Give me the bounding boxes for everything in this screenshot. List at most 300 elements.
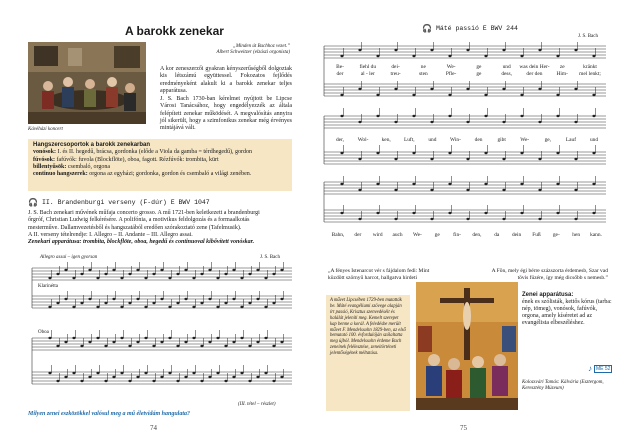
note-head — [520, 212, 523, 214]
note-head — [502, 88, 505, 90]
note-head — [144, 372, 147, 374]
note-head — [264, 337, 267, 339]
note-head — [120, 306, 123, 308]
note-head — [484, 183, 487, 185]
note-head — [484, 115, 487, 117]
note-head — [176, 302, 179, 304]
note-head — [412, 212, 415, 214]
box-line: continuo hangszerek: orgona az egyházi; gordonka, gordon és csembaló a világi zenében. — [33, 171, 252, 178]
note-head — [520, 94, 523, 96]
note-head — [574, 158, 577, 160]
note-head — [520, 183, 523, 185]
lyric-syllable: auch — [392, 232, 403, 238]
brandenburg-score — [28, 262, 296, 412]
note-head — [216, 372, 219, 374]
note-head — [574, 88, 577, 90]
note-head — [358, 218, 361, 220]
note-head — [538, 158, 541, 160]
note-head — [466, 218, 469, 220]
note-head — [48, 306, 51, 308]
note-head — [430, 121, 433, 123]
note-head — [272, 380, 275, 382]
note-head — [240, 306, 243, 308]
concerto-description — [28, 210, 298, 246]
note-head — [520, 55, 523, 57]
body-line: A II. verseny tételrendje: I. Allegro – II. Andante – III. Allegro assai. — [28, 231, 193, 238]
note-head — [104, 302, 107, 304]
lyric-syllable: fin- — [453, 232, 461, 238]
note-head — [224, 380, 227, 382]
lyric-syllable: was dein Her- — [519, 64, 550, 70]
lyric-syllable: kann. — [590, 232, 602, 238]
note-head — [484, 152, 487, 154]
note-head — [256, 298, 259, 300]
lyric-syllable: dess, — [501, 71, 512, 77]
note-head — [556, 94, 559, 96]
note-head — [574, 218, 577, 220]
headphones-icon: 🎧 — [422, 24, 432, 33]
note-head — [48, 277, 51, 279]
note-head — [208, 376, 211, 378]
note-head — [216, 337, 219, 339]
note-head — [394, 88, 397, 90]
note-head — [538, 121, 541, 123]
note-head — [232, 269, 235, 271]
note-head — [520, 115, 523, 117]
body-line: J. S. Bach zenekari művének műfaja concerto grosso. A mű 1721-ben keletkezett a brandenburgi — [28, 210, 260, 216]
intro-paragraph: A kor zeneszerzői gyakran kényszerűségből dolgoztak kis létszámú együttessel. Fokozatos fejlődés eredményeként alakult ki a barokk zenekar teljes apparátusa. — [160, 66, 292, 94]
note-head — [224, 273, 227, 275]
staff-2 — [32, 296, 292, 308]
note-head — [200, 345, 203, 347]
lyric-syllable: ge- — [552, 232, 560, 238]
note-head — [556, 212, 559, 214]
note-head — [144, 337, 147, 339]
note-head — [48, 337, 51, 339]
lyric-syllable: dein — [511, 232, 522, 238]
lyric-syllable: Wol- — [357, 137, 369, 143]
note-head — [88, 269, 91, 271]
note-head — [448, 115, 451, 117]
note-head — [340, 115, 343, 117]
note-head — [240, 372, 243, 374]
note-head — [168, 277, 171, 279]
note-head — [556, 183, 559, 185]
section-title: II. Brandenburgi verseny (F-dúr) E BWV 1047 — [41, 199, 210, 206]
note-head — [376, 212, 379, 214]
note-head — [232, 341, 235, 343]
note-head — [112, 341, 115, 343]
staff-label-oboe: Oboa — [38, 330, 49, 335]
note-head — [168, 306, 171, 308]
note-head — [484, 212, 487, 214]
body-line: Zenekari apparátusa: trombita, blockflöte, oboa, hegedű és continuoval kibővített vonóskar. — [28, 239, 255, 246]
lyric-syllable: der — [354, 232, 362, 238]
note-head — [538, 189, 541, 191]
note-head — [340, 94, 343, 96]
section-heading — [28, 198, 210, 207]
note-head — [136, 298, 139, 300]
note-head — [64, 341, 67, 343]
lyric-syllable: der — [336, 71, 344, 77]
note-head — [216, 277, 219, 279]
note-head — [64, 269, 67, 271]
note-head — [248, 273, 251, 275]
note-head — [358, 49, 361, 51]
note-head — [592, 55, 595, 57]
note-head — [376, 152, 379, 154]
note-head — [208, 269, 211, 271]
lyric-syllable: ge — [476, 71, 482, 77]
note-head — [430, 158, 433, 160]
lyrics-row — [336, 136, 598, 143]
note-head — [72, 277, 75, 279]
note-head — [144, 306, 147, 308]
lyric-syllable: ge, — [544, 137, 552, 143]
note-head — [136, 341, 139, 343]
note-head — [280, 269, 283, 271]
note-head — [592, 152, 595, 154]
note-head — [376, 183, 379, 185]
note-head — [556, 115, 559, 117]
note-head — [176, 345, 179, 347]
note-head — [224, 345, 227, 347]
note-head — [280, 341, 283, 343]
note-head — [96, 306, 99, 308]
note-head — [176, 380, 179, 382]
lyric-syllable: kränkt — [583, 64, 597, 70]
note-head — [430, 88, 433, 90]
page-title: A barokk zenekar — [125, 24, 224, 38]
page-number: 75 — [460, 424, 467, 432]
note-head — [184, 269, 187, 271]
note-head — [264, 277, 267, 279]
note-head — [112, 376, 115, 378]
badge-label: ME 52 — [596, 365, 611, 372]
note-head — [80, 345, 83, 347]
note-head — [394, 49, 397, 51]
note-head — [574, 49, 577, 51]
lyric-syllable: und — [428, 137, 437, 143]
note-head — [466, 158, 469, 160]
note-head — [144, 277, 147, 279]
note-head — [112, 269, 115, 271]
note-head — [168, 372, 171, 374]
lyric-syllable: We- — [412, 232, 422, 238]
note-head — [160, 341, 163, 343]
note-head — [200, 380, 203, 382]
score-composer: J. S. Bach — [578, 34, 598, 39]
lyric-syllable: Fuß — [532, 232, 541, 238]
lyrics-row — [332, 231, 602, 238]
lyric-syllable: Pfle- — [445, 71, 457, 77]
note-head — [56, 345, 59, 347]
media-badge — [588, 364, 612, 373]
note-head — [448, 94, 451, 96]
apparatus-title: Zenei apparátusa: — [522, 292, 574, 298]
note-head — [538, 49, 541, 51]
note-head — [192, 372, 195, 374]
poem-quote-right: A Fõn, mely égi bérre százszorta érdemesb, Szar vad tövis füzére, így még dicsőbb s nemesb.” — [491, 268, 608, 281]
section-title: Máté passió E BWV 244 — [435, 25, 518, 32]
note-head — [128, 380, 131, 382]
lyric-syllable: fiehl du — [359, 64, 377, 70]
note-head — [64, 376, 67, 378]
note-head — [80, 380, 83, 382]
lyric-syllable: Luft, — [403, 137, 415, 143]
note-head — [56, 273, 59, 275]
lyric-syllable: dei- — [391, 64, 400, 70]
note-head — [216, 306, 219, 308]
note-head — [502, 189, 505, 191]
note-head — [192, 337, 195, 339]
note-head — [358, 121, 361, 123]
note-head — [574, 189, 577, 191]
note-head — [592, 115, 595, 117]
note-head — [256, 269, 259, 271]
quote-author: Albert Schweitzer (elzászi orgonista) — [216, 50, 290, 55]
poem-quote-left: „A fényes Istenarcot vér s fájdalom fedi: Mint küzdött szörnyű harcot, hallgatva hirdeti — [328, 268, 430, 281]
note-head — [152, 345, 155, 347]
note-head — [104, 345, 107, 347]
note-head — [120, 372, 123, 374]
note-head — [264, 306, 267, 308]
note-head — [128, 302, 131, 304]
note-head — [128, 273, 131, 275]
note-head — [466, 49, 469, 51]
note-head — [358, 88, 361, 90]
lyric-syllable: treu- — [390, 71, 401, 77]
right-page — [310, 0, 620, 435]
note-head — [412, 183, 415, 185]
note-head — [412, 152, 415, 154]
note-head — [466, 88, 469, 90]
note-head — [136, 376, 139, 378]
lyric-syllable: Bahn, — [331, 232, 345, 238]
note-head — [184, 298, 187, 300]
note-head — [484, 94, 487, 96]
note-head — [152, 302, 155, 304]
box-line: fúvósok: fafúvók: fuvola (Blockflöte), oboa, fagott. Rézfúvók: trombita, kürt — [33, 156, 219, 163]
note-head — [502, 49, 505, 51]
score-footer: (III. tétel – részlet) — [238, 402, 276, 407]
note-head — [394, 121, 397, 123]
note-head — [484, 55, 487, 57]
note-head — [556, 152, 559, 154]
section-heading — [422, 24, 518, 33]
staff-label-clarinet: Klarinétta — [38, 284, 58, 289]
note-head — [466, 121, 469, 123]
note-head — [358, 158, 361, 160]
premiere-info-box: A művet Lipcsében 1729-ben mutatták be. Máté evangéliumi szövege alapján írt passió, Krisztus szenvedéséit és halálát jeleníti meg. Kemelt szerepet kap benne a korál. A feledésbe merült művet F. Mendelssohn 1829-ben, az első bemutató 100. évfordulóján szólaltatta meg újból. Mendelssohn érdeme Bach zeneinek felélesztése, zeneitörténeti jelentőségének méltatása. — [326, 295, 410, 411]
note-head — [556, 55, 559, 57]
question: Milyen zenei eszközökkel valósul meg a mű életvidám hangulata? — [28, 411, 190, 417]
note-head — [538, 88, 541, 90]
note-head — [502, 218, 505, 220]
note-head — [248, 380, 251, 382]
note-head — [152, 273, 155, 275]
body-line: őrgróf, Christian Ludwig felkérésére. A polifónia, a motivikus feldolgozás és a formaalkotás — [28, 217, 250, 224]
note-head — [160, 376, 163, 378]
note-head — [574, 121, 577, 123]
score-notes — [340, 42, 595, 220]
lyrics-row — [336, 63, 597, 70]
note-head — [192, 277, 195, 279]
note-head — [538, 218, 541, 220]
lyric-syllable: hen — [572, 232, 581, 238]
lyric-syllable: der den — [526, 71, 543, 77]
note-head — [412, 55, 415, 57]
note-head — [448, 152, 451, 154]
note-head — [56, 380, 59, 382]
note-head — [256, 376, 259, 378]
note-head — [184, 376, 187, 378]
lyric-syllable: ken, — [381, 137, 391, 143]
note-head — [502, 121, 505, 123]
note-head — [176, 273, 179, 275]
note-head — [448, 183, 451, 185]
quote — [160, 44, 290, 56]
note-head — [72, 372, 75, 374]
page-number: 74 — [150, 424, 157, 432]
note-head — [160, 298, 163, 300]
painting-caption: Kolozsvári Tamás: Kálvária (Esztergom, Keresztény Múzeum) — [522, 380, 604, 391]
note-head — [430, 189, 433, 191]
lyric-syllable: Win- — [450, 137, 461, 143]
note-head — [592, 183, 595, 185]
note-head — [394, 189, 397, 191]
note-head — [88, 298, 91, 300]
note-head — [56, 302, 59, 304]
note-head — [160, 269, 163, 271]
lyric-syllable: mel lenkt; — [579, 71, 601, 77]
note-head — [96, 372, 99, 374]
note-head — [394, 218, 397, 220]
note-head — [412, 115, 415, 117]
note-head — [340, 55, 343, 57]
apparatus — [522, 292, 612, 327]
note-head — [232, 298, 235, 300]
note-head — [192, 306, 195, 308]
box-line: vonósok: I. és II. hegedű, brácsa, gordonka (előde a Viola da gamba = térdhegedű), gordon — [33, 149, 253, 156]
note-head — [152, 380, 155, 382]
lyric-syllable: ge — [476, 64, 482, 70]
note-head — [248, 302, 251, 304]
note-head — [88, 376, 91, 378]
note-head — [280, 298, 283, 300]
crucifixion-illustration — [416, 282, 518, 410]
note-head — [448, 212, 451, 214]
note-head — [248, 345, 251, 347]
apparatus-text: ének es szólisták, kettős kórus (tarba: nép, tömeg), vonósok, fafúvók, orgona, amely kíséretet ad az evangélista elbeszéléshez. — [522, 299, 612, 326]
box-title: Hangszercsoportok a barokk zenekarban — [33, 142, 151, 148]
score-tempo: Allegro assai – igen gyorsan — [40, 255, 98, 260]
note-head — [264, 372, 267, 374]
note-head — [592, 94, 595, 96]
lyric-syllable: sten — [418, 71, 428, 77]
note-head — [430, 49, 433, 51]
note-head — [80, 273, 83, 275]
note-head — [224, 302, 227, 304]
headphones-icon: 🎧 — [28, 198, 38, 207]
note-head — [48, 372, 51, 374]
note-head — [430, 218, 433, 220]
lyric-syllable: ne — [420, 64, 426, 70]
lyric-syllable: Him- — [556, 71, 568, 77]
note-head — [466, 189, 469, 191]
note-head — [240, 277, 243, 279]
note-head — [64, 298, 67, 300]
coffeehouse-painting-illustration — [28, 42, 146, 124]
note-head — [168, 337, 171, 339]
note-head — [376, 115, 379, 117]
note-head — [128, 345, 131, 347]
bach-paragraph: J. S. Bach 1730-ban kérelmet nyújtott be Lipcse Városi Tanácsához, hogy engedélyezzék az általa felépített zenekar működését. A megvalósítás annyira jól sikerült, hogy a szimfonikus zenekar még érvényes mintájává vált. — [160, 96, 292, 132]
note-head — [592, 212, 595, 214]
note-head — [136, 269, 139, 271]
lyric-syllable: wird — [372, 232, 383, 238]
note-head — [280, 376, 283, 378]
note-head — [502, 158, 505, 160]
note-head — [448, 55, 451, 57]
note-head — [104, 380, 107, 382]
note-head — [200, 302, 203, 304]
note-head — [208, 298, 211, 300]
lyric-syllable: Lauf — [565, 137, 577, 143]
lyric-syllable: ge — [434, 232, 440, 238]
lyric-syllable: da — [494, 232, 500, 238]
note-head — [240, 337, 243, 339]
lyric-syllable: al - ler — [360, 71, 375, 77]
lyric-syllable: Be- — [336, 64, 344, 70]
note-head — [120, 337, 123, 339]
lyric-syllable: der, — [335, 137, 345, 143]
note-head — [520, 152, 523, 154]
calvary-painting — [416, 282, 518, 410]
lyric-syllable: den — [474, 137, 483, 143]
note-head — [80, 302, 83, 304]
note-head — [72, 306, 75, 308]
note-head — [358, 189, 361, 191]
note-head — [112, 298, 115, 300]
note-head — [96, 277, 99, 279]
music-note-icon: ♪ — [588, 364, 592, 373]
lyric-syllable: ze — [559, 64, 565, 70]
note-head — [272, 273, 275, 275]
note-head — [376, 94, 379, 96]
lyrics-row — [337, 70, 602, 77]
lyric-syllable: den, — [472, 232, 482, 238]
lyric-syllable: und — [502, 64, 511, 70]
note-head — [256, 341, 259, 343]
note-head — [104, 273, 107, 275]
note-head — [272, 345, 275, 347]
note-head — [340, 152, 343, 154]
note-head — [340, 212, 343, 214]
coffeehouse-concert-image — [28, 42, 146, 124]
note-head — [232, 376, 235, 378]
lyric-syllable: We- — [446, 64, 456, 70]
image-caption: Kávéházi koncert — [28, 127, 63, 132]
staff-3 — [32, 338, 292, 350]
note-head — [96, 337, 99, 339]
note-head — [120, 277, 123, 279]
note-head — [412, 94, 415, 96]
box-line: billentyűsök: csembaló, orgona — [33, 163, 111, 170]
body-line: mesterműve. Dallamvezetésből és hangszatából eredően szórakoztató zene (Tafelmusik). — [28, 224, 242, 231]
note-head — [88, 341, 91, 343]
lyric-syllable: und — [589, 137, 599, 143]
